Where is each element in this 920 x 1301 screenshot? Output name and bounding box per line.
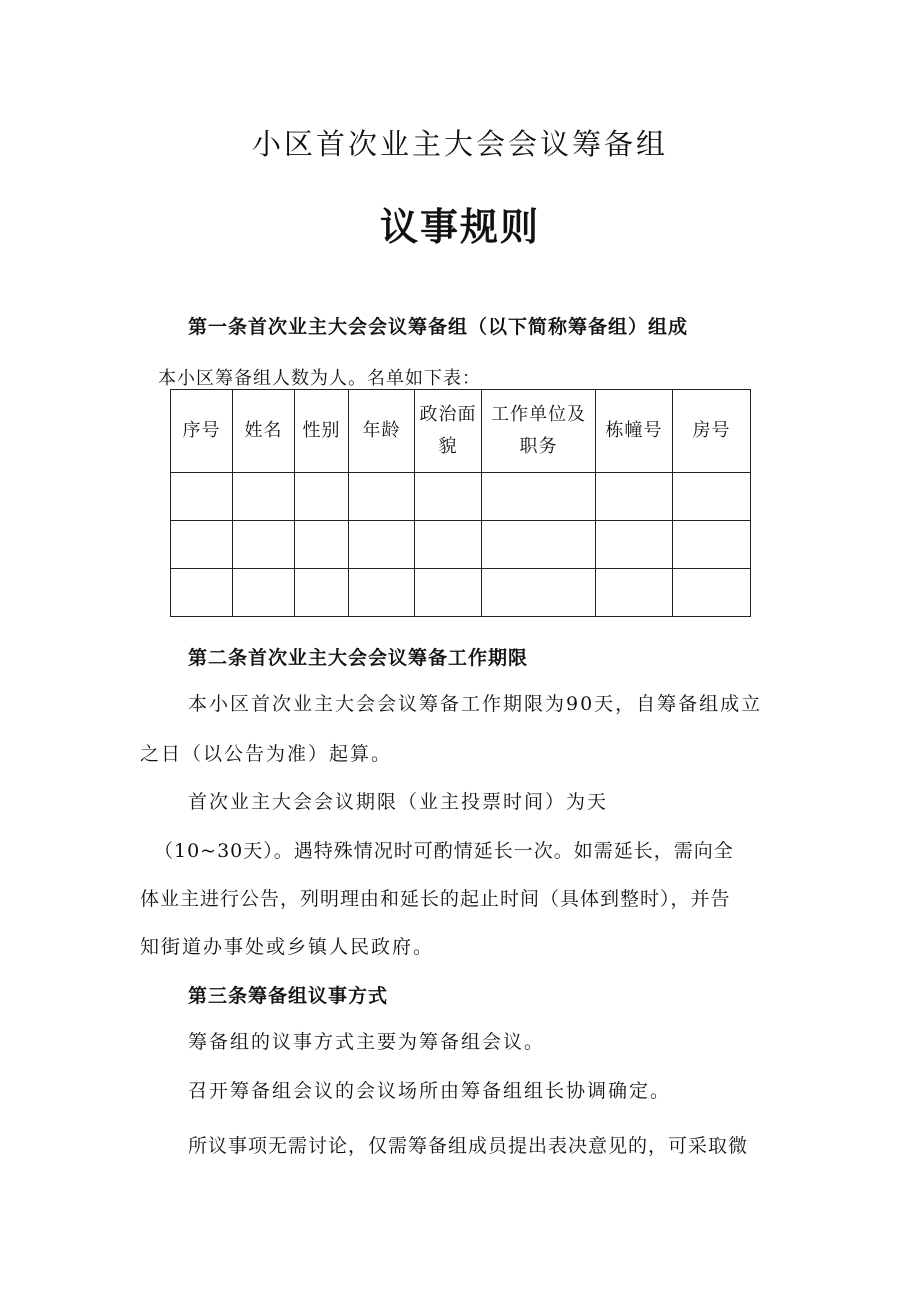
article2-paragraph-line: 之日（以公告为准）起算。	[140, 743, 393, 765]
table-cell	[482, 521, 596, 569]
table-cell	[295, 569, 349, 617]
table-cell	[482, 473, 596, 521]
document-title: 小区首次业主大会会议筹备组	[251, 127, 668, 161]
article3-paragraph-line: 召开筹备组会议的会议场所由筹备组组长协调确定。	[188, 1080, 672, 1102]
table-header-row	[171, 390, 751, 473]
table-header-cell: 姓名	[233, 390, 295, 473]
table-header-cell: 工作单位及职务	[482, 390, 596, 473]
table-cell	[415, 569, 482, 617]
article2-paragraph-line: （10~30天）。遇特殊情况时可酌情延长一次。如需延长，需向全	[154, 840, 734, 862]
table-header-cell: 年龄	[349, 390, 415, 473]
table-cell	[295, 521, 349, 569]
article3-heading: 第三条筹备组议事方式	[188, 985, 389, 1007]
table-cell	[233, 569, 295, 617]
table-cell	[673, 521, 751, 569]
table-cell	[233, 521, 295, 569]
table-cell	[596, 569, 673, 617]
table-cell	[415, 473, 482, 521]
table-cell	[596, 521, 673, 569]
article3-paragraph-line: 筹备组的议事方式主要为筹备组会议。	[188, 1031, 546, 1053]
table-cell	[171, 569, 233, 617]
table-header-cell: 栋幢号	[596, 390, 673, 473]
table-cell	[233, 473, 295, 521]
table-cell	[482, 569, 596, 617]
article2-paragraph-line: 体业主进行公告，列明理由和延长的起止时间（具体到整时），并告	[140, 888, 731, 910]
article1-intro: 本小区筹备组人数为人。名单如下表：	[158, 368, 481, 389]
article1-heading: 第一条首次业主大会会议筹备组（以下简称筹备组）组成	[188, 316, 689, 338]
table-cell	[171, 521, 233, 569]
document-subtitle: 议事规则	[379, 205, 540, 249]
article2-heading: 第二条首次业主大会会议筹备工作期限	[188, 647, 529, 669]
table-cell	[349, 521, 415, 569]
article3-paragraph-line: 所议事项无需讨论，仅需筹备组成员提出表决意见的，可采取微	[188, 1135, 749, 1157]
roster-table	[170, 389, 751, 617]
table-cell	[171, 473, 233, 521]
table-cell	[673, 569, 751, 617]
table-header-cell: 房号	[673, 390, 751, 473]
table-cell	[415, 521, 482, 569]
table-header-cell: 性别	[295, 390, 349, 473]
table-cell	[349, 569, 415, 617]
table-cell	[673, 473, 751, 521]
table-header-cell: 政治面貌	[415, 390, 482, 473]
table-header-cell: 序号	[171, 390, 233, 473]
table-row	[171, 521, 751, 569]
article2-paragraph-line: 知街道办事处或乡镇人民政府。	[140, 936, 435, 958]
table-row	[171, 569, 751, 617]
article2-paragraph-line: 本小区首次业主大会会议筹备工作期限为90天，自筹备组成立	[188, 693, 763, 715]
table-cell	[349, 473, 415, 521]
table-cell	[596, 473, 673, 521]
article2-paragraph-line: 首次业主大会会议期限（业主投票时间）为天	[188, 791, 609, 813]
table-cell	[295, 473, 349, 521]
table-row	[171, 473, 751, 521]
